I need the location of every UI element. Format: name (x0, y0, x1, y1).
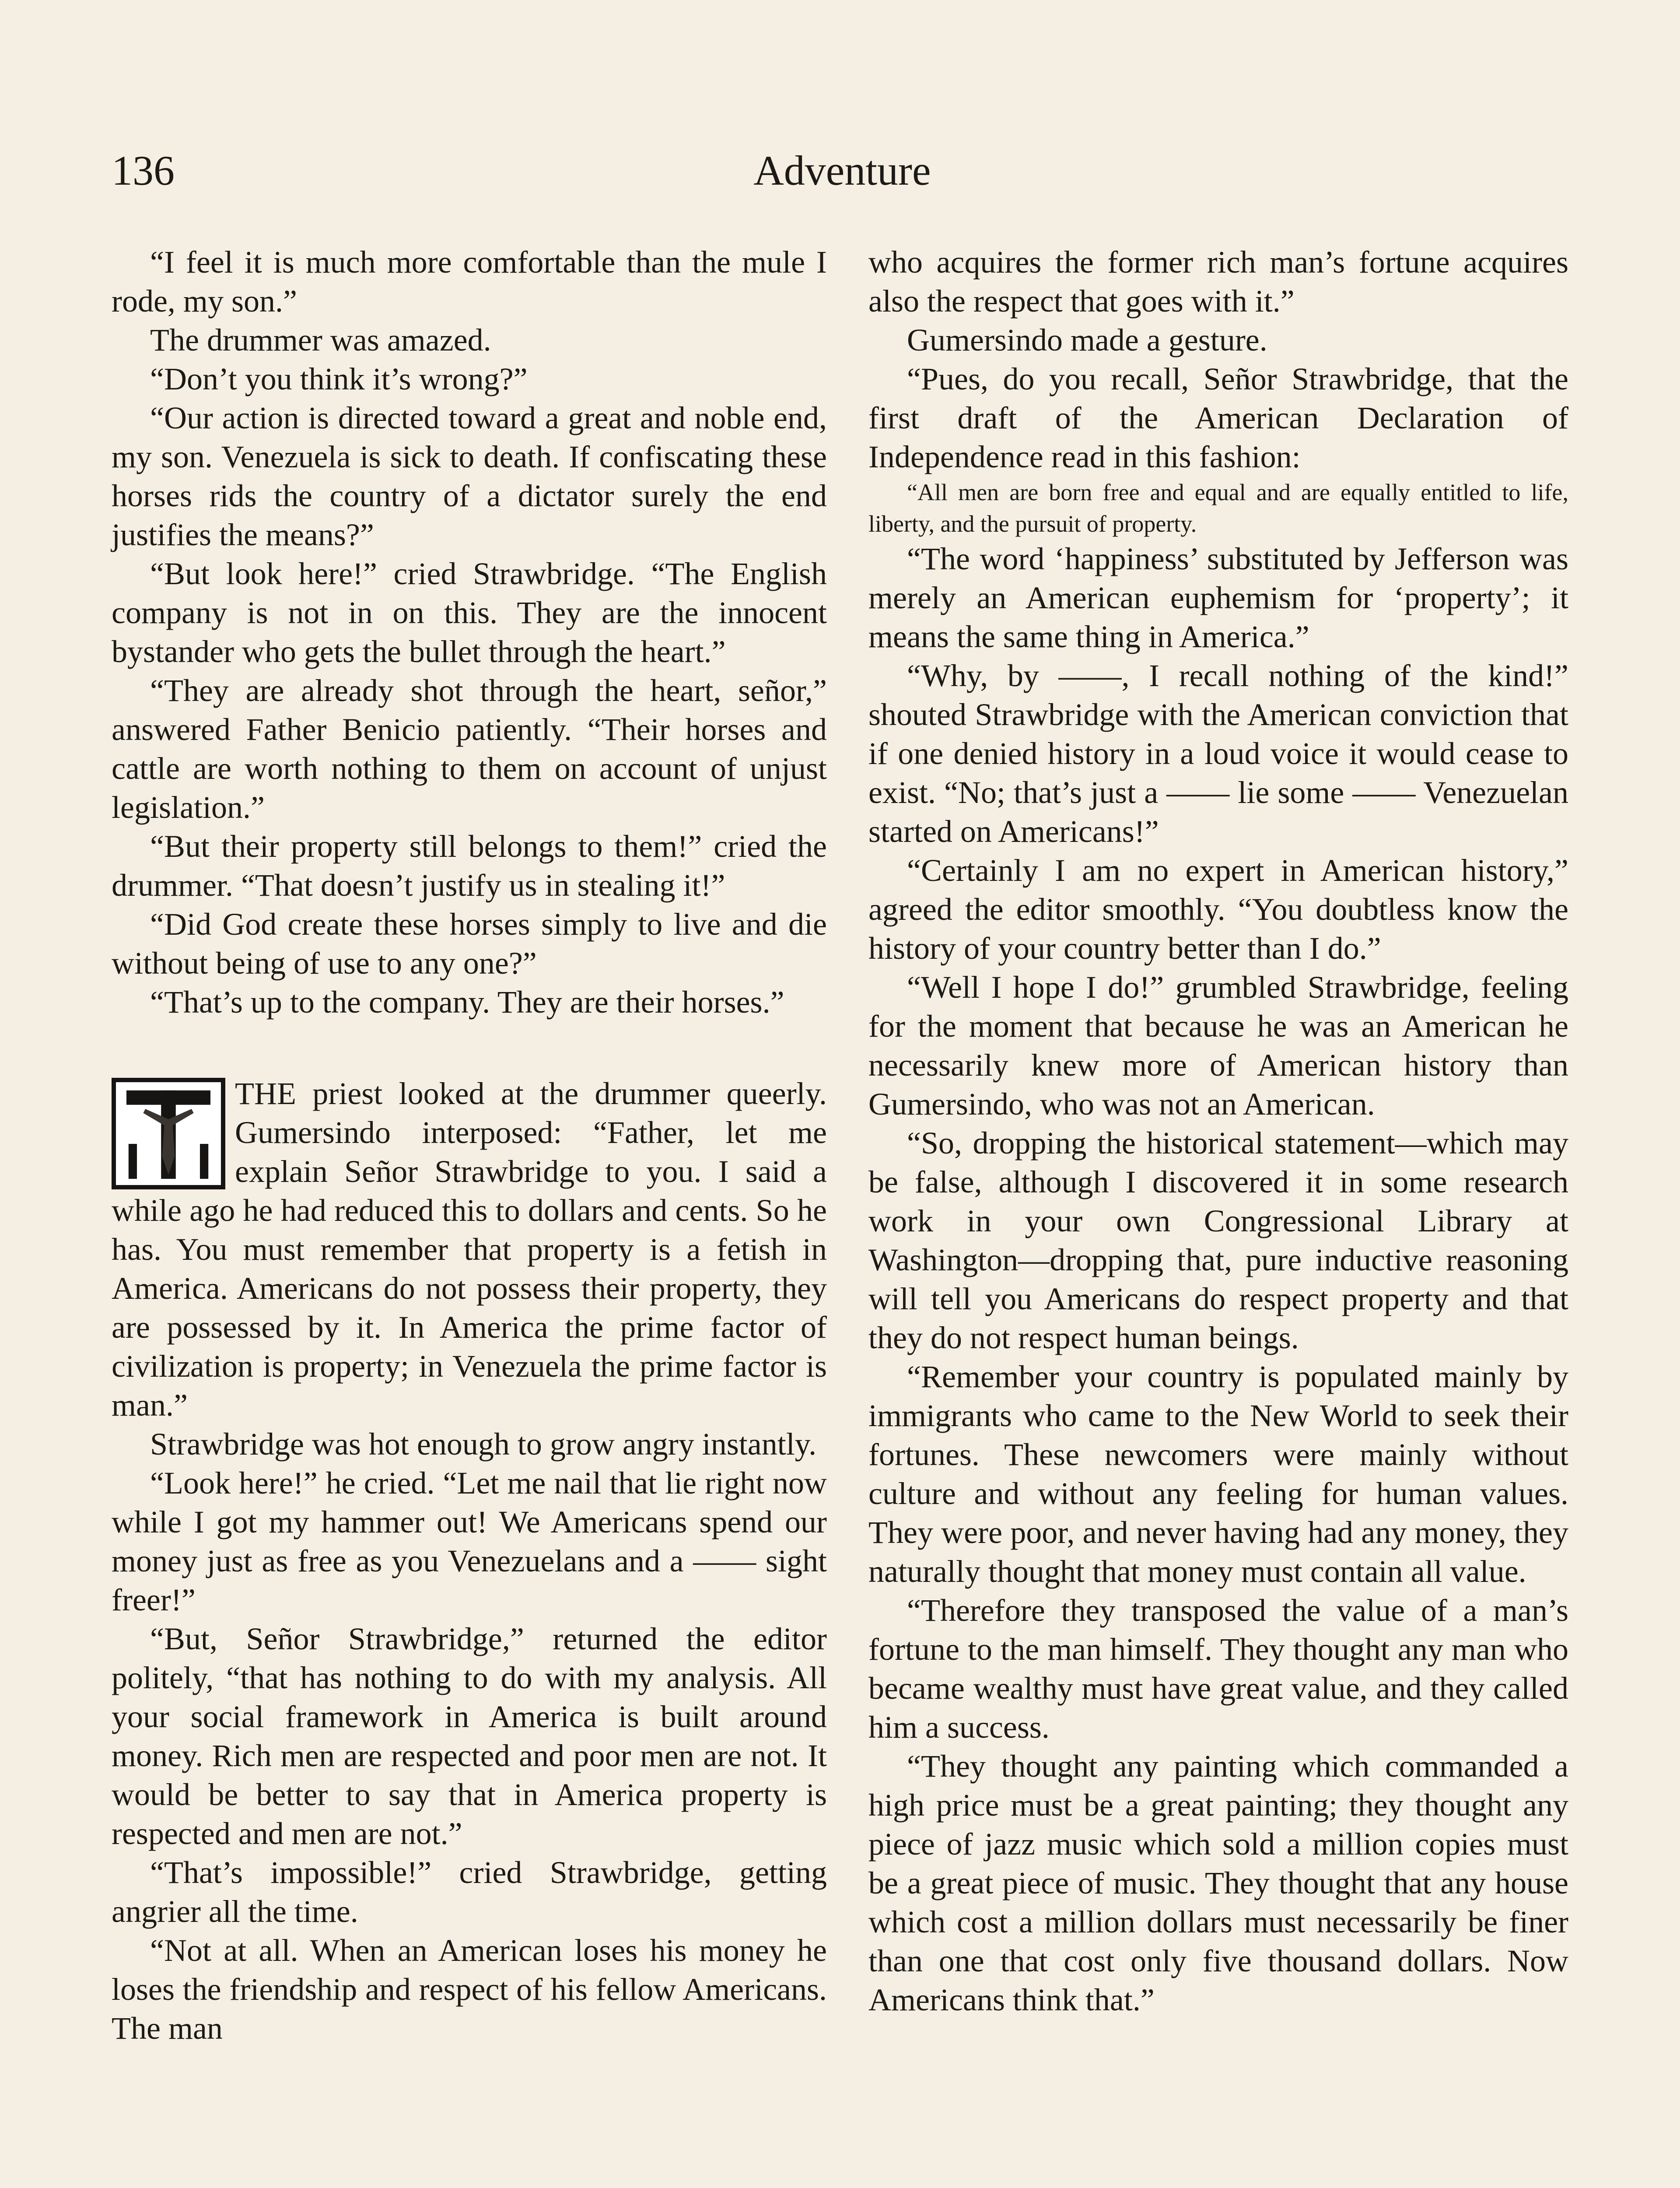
paragraph: “I feel it is much more comfortable than the mule I rode, my son.” (112, 245, 827, 319)
left-column (112, 243, 827, 2048)
block-quote: “All men are born free and equal and are equally entitled to life, liberty, and the pursuit of property. (868, 479, 1568, 537)
right-column (868, 243, 1568, 2020)
paragraph: “Certainly I am no expert in American history,” agreed the editor smoothly. “You doubtless know the history of your country better than I do.” (868, 853, 1568, 966)
page-title: Adventure (753, 147, 931, 194)
paragraph: Gumersindo made a gesture. (907, 323, 1267, 358)
paragraph: Strawbridge was hot enough to grow angry instantly. (150, 1427, 817, 1462)
paragraph: “That’s impossible!” cried Strawbridge, getting angrier all the time. (112, 1855, 827, 1929)
section-break-paragraph (112, 1074, 827, 1425)
page-header (112, 144, 1573, 206)
paragraph: The drummer was amazed. (150, 323, 491, 358)
paragraph: “Pues, do you recall, Señor Strawbridge, that the first draft of the American Declaration of Independence read in this fashion: (868, 361, 1568, 474)
paragraph: “But their property still belongs to them!” cried the drummer. “That doesn’t justify us in stealing it!” (112, 829, 827, 903)
section-break-text: THE priest looked at the drummer queerly. Gumersindo interposed: “Father, let me explain Señor Strawbridge to you. I said a while ago he had reduced this to dollars and cents. So he has. You must remember that property is a fetish in America. Americans do not possess their property, they are possessed by it. In America the prime factor of civilization is property; in Venezuela the prime factor is man.” (112, 1076, 827, 1423)
paragraph: “They thought any painting which commanded a high price must be a great painting; they thought any piece of jazz music which sold a million copies must be a great piece of music. They thought that any house which cost a million dollars must necessarily be finer than one that cost only five thousand dollars. Now Americans think that.” (868, 1749, 1568, 2017)
paragraph: “Well I hope I do!” grumbled Strawbridge, feeling for the moment that because he was an American he necessarily knew more of American history than Gumersindo, who was not an American. (868, 970, 1568, 1122)
paragraph: “But look here!” cried Strawbridge. “The English company is not in on this. They are the innocent bystander who gets the bullet through the heart.” (112, 556, 827, 669)
paragraph: “But, Señor Strawbridge,” returned the editor politely, “that has nothing to do with my analysis. All your social framework in America is built around money. Rich men are respected and poor men are not. It would be better to say that in America property is respected and men are not.” (112, 1621, 827, 1851)
paragraph: “So, dropping the historical statement—which may be false, although I discovered it in some research work in your own Congressional Library at Washington—dropping that, pure inductive reasoning will tell you Americans do respect property and that they do not respect human beings. (868, 1126, 1568, 1355)
paragraph: “Did God create these horses simply to live and die without being of use to any one?” (112, 907, 827, 981)
paragraph: “Remember your country is populated mainly by immigrants who came to the New World to seek their fortunes. These newcomers were mainly without culture and without any feeling for human values. They were poor, and never having had any money, they naturally thought that money must contain all value. (868, 1359, 1568, 1589)
page-number: 136 (112, 147, 175, 194)
paragraph: “That’s up to the company. They are their horses.” (150, 985, 784, 1020)
paragraph: “Look here!” he cried. “Let me nail that lie right now while I got my hammer out! We Americans spend our money just as free as you Venezuelans and a —— sight freer!” (112, 1466, 827, 1617)
paragraph: “Therefore they transposed the value of a man’s fortune to the man himself. They thought any man who became wealthy must have great value, and they called him a success. (868, 1593, 1568, 1745)
paragraph-continued: who acquires the former rich man’s fortune acquires also the respect that goes with it.” (868, 245, 1568, 319)
paragraph: “Our action is directed toward a great and noble end, my son. Venezuela is sick to death. If confiscating these horses rids the country of a dictator surely the end justifies the means?” (112, 400, 827, 552)
paragraph: “Don’t you think it’s wrong?” (150, 361, 528, 396)
crucifix-dropcap-icon (112, 1078, 225, 1189)
paragraph: “Not at all. When an American loses his money he loses the friendship and respect of his fellow Americans. The man (112, 1933, 827, 2046)
paragraph: “Why, by ——, I recall nothing of the kind!” shouted Strawbridge with the American conviction that if one denied history in a loud voice it would cease to exist. “No; that’s just a —— lie some —— Venezuelan started on Americans!” (868, 658, 1568, 849)
paragraph: “They are already shot through the heart, señor,” answered Father Benicio patiently. “Their horses and cattle are worth nothing to them on account of unjust legislation.” (112, 673, 827, 825)
paragraph: “The word ‘happiness’ substituted by Jefferson was merely an American euphemism for ‘property’; it means the same thing in America.” (868, 541, 1568, 654)
